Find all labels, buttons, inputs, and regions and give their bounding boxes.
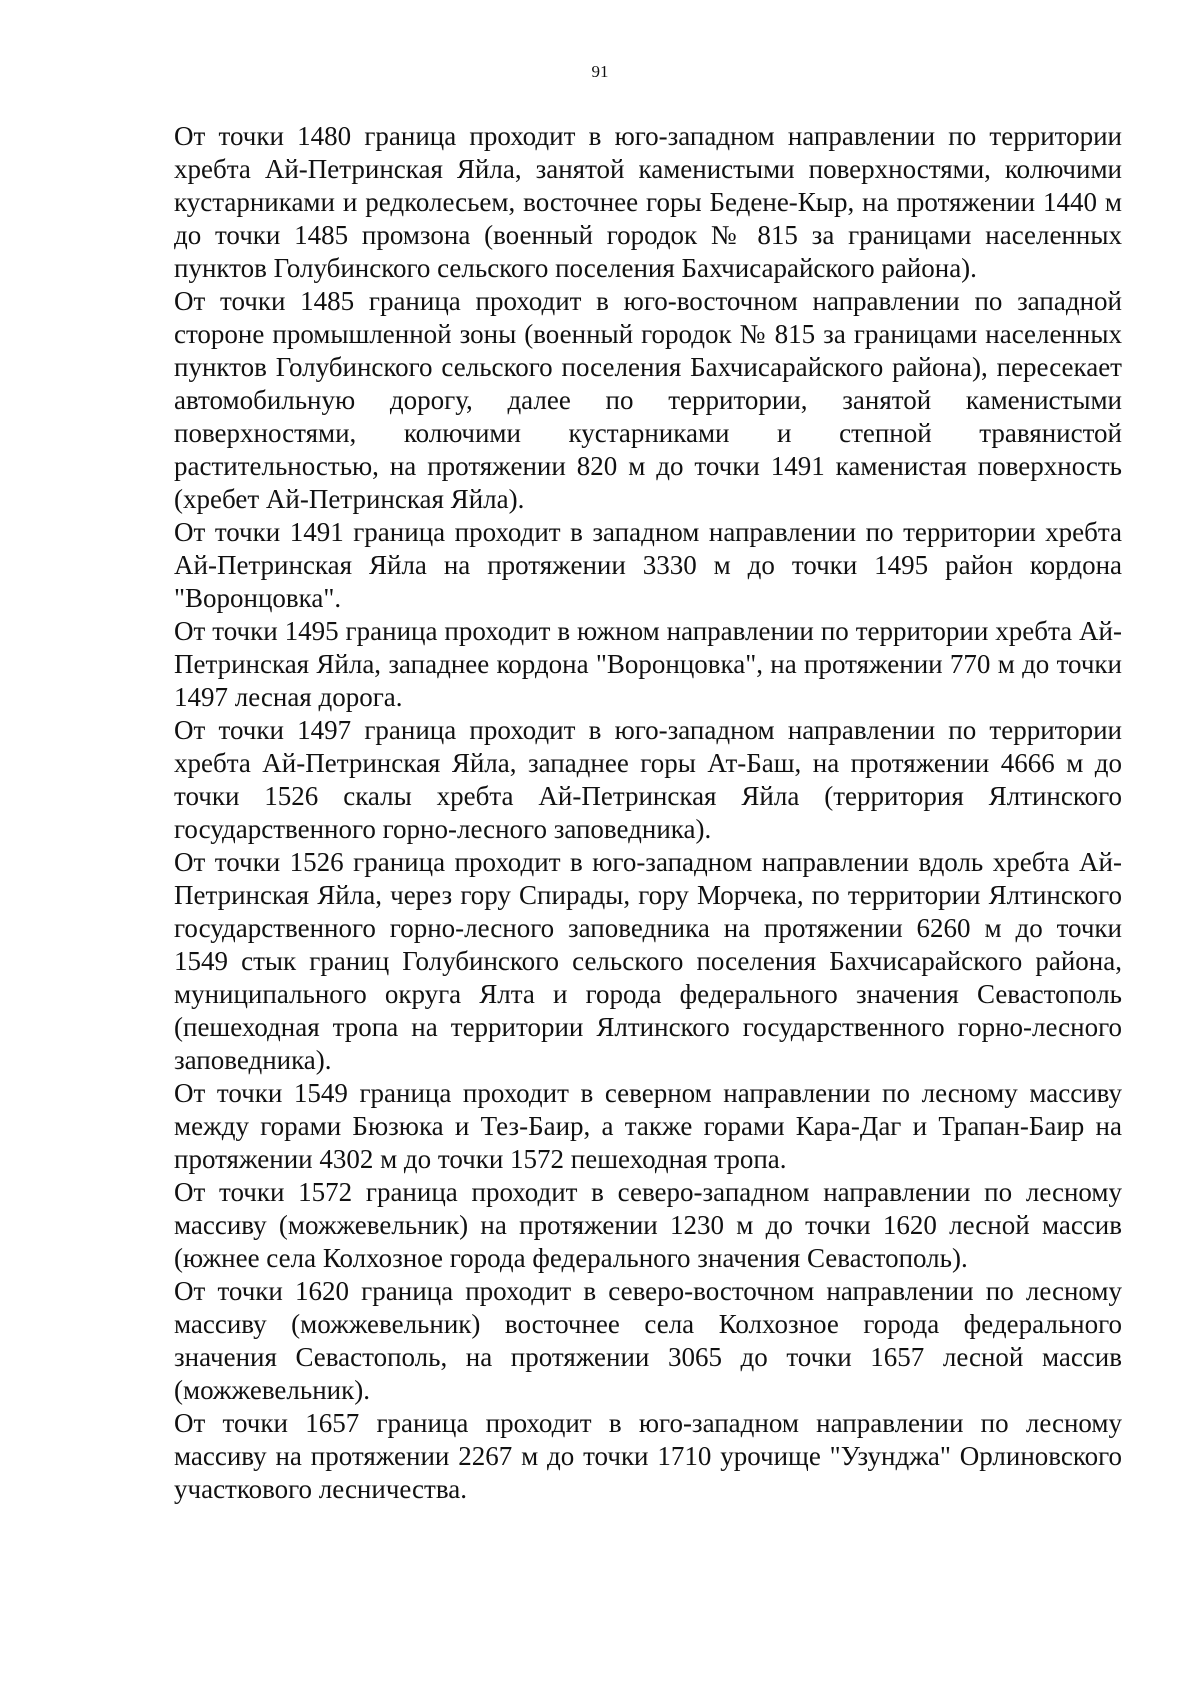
- page-number: 91: [591, 62, 609, 81]
- paragraph-point-1526: От точки 1526 граница проходит в юго-западном направлении вдоль хребта Ай-Петринская Яйла, через гору Спирады, гору Морчека, по территории Ялтинского государственного горно-лесного заповедника на протяжении 6260 м до точки 1549 стык границ Голубинского сельского поселения Бахчисарайского района, муниципального округа Ялта и города федерального значения Севастополь (пешеходная тропа на территории Ялтинского государственного горно-лесного заповедника).: [174, 847, 1122, 1075]
- paragraph-point-1657: От точки 1657 граница проходит в юго-западном направлении по лесному массиву на протяжении 2267 м до точки 1710 урочище "Узунджа" Орлиновского участкового лесничества.: [174, 1408, 1122, 1504]
- document-body: [174, 120, 1122, 1506]
- paragraph-point-1620: От точки 1620 граница проходит в северо-восточном направлении по лесному массиву (можжевельник) восточнее села Колхозное города федерального значения Севастополь, на протяжении 3065 до точки 1657 лесной массив (можжевельник).: [174, 1276, 1122, 1405]
- paragraph-point-1485: От точки 1485 граница проходит в юго-восточном направлении по западной стороне промышленной зоны (военный городок № 815 за границами населенных пунктов Голубинского сельского поселения Бахчисарайского района), пересекает автомобильную дорогу, далее по территории, занятой каменистыми поверхностями, колючими кустарниками и степной травянистой растительностью, на протяжении 820 м до точки 1491 каменистая поверхность (хребет Ай-Петринская Яйла).: [174, 286, 1122, 514]
- paragraph-point-1491: От точки 1491 граница проходит в западном направлении по территории хребта Ай-Петринская Яйла на протяжении 3330 м до точки 1495 район кордона "Воронцовка".: [174, 517, 1122, 613]
- paragraph-point-1549: От точки 1549 граница проходит в северном направлении по лесному массиву между горами Бюзюка и Тез-Баир, а также горами Кара-Даг и Трапан-Баир на протяжении 4302 м до точки 1572 пешеходная тропа.: [174, 1078, 1122, 1174]
- paragraph-point-1572: От точки 1572 граница проходит в северо-западном направлении по лесному массиву (можжевельник) на протяжении 1230 м до точки 1620 лесной массив (южнее села Колхозное города федерального значения Севастополь).: [174, 1177, 1122, 1273]
- paragraph-point-1480: От точки 1480 граница проходит в юго-западном направлении по территории хребта Ай-Петринская Яйла, занятой каменистыми поверхностями, колючими кустарниками и редколесьем, восточнее горы Бедене-Кыр, на протяжении 1440 м до точки 1485 промзона (военный городок № 815 за границами населенных пунктов Голубинского сельского поселения Бахчисарайского района).: [174, 121, 1122, 283]
- paragraph-point-1495: От точки 1495 граница проходит в южном направлении по территории хребта Ай-Петринская Яйла, западнее кордона "Воронцовка", на протяжении 770 м до точки 1497 лесная дорога.: [174, 616, 1122, 712]
- paragraph-point-1497: От точки 1497 граница проходит в юго-западном направлении по территории хребта Ай-Петринская Яйла, западнее горы Ат-Баш, на протяжении 4666 м до точки 1526 скалы хребта Ай-Петринская Яйла (территория Ялтинского государственного горно-лесного заповедника).: [174, 715, 1122, 844]
